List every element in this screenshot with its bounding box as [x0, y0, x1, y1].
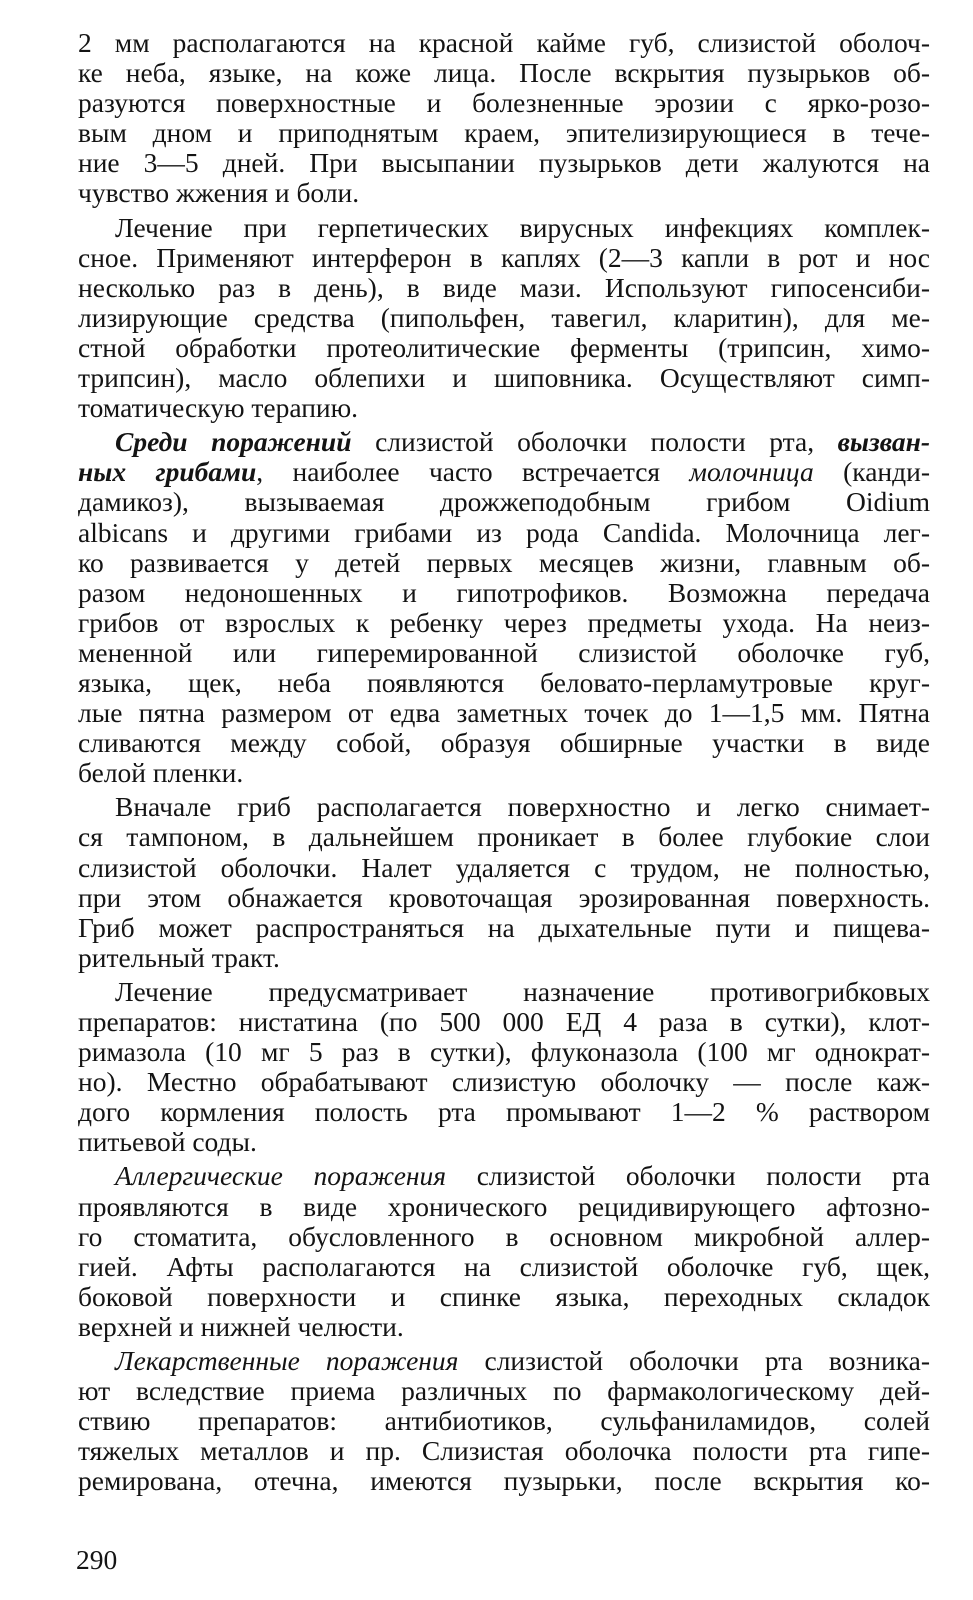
paragraph	[78, 427, 930, 788]
text-line	[78, 977, 930, 1007]
text-run: несколько раз в день), в виде мази. Используют гипосенсиби-	[78, 272, 930, 303]
emphasized-term: Лекарственные поражения	[115, 1346, 459, 1377]
text-run: языка, щек, неба появляются беловато-перламутровые круг-	[78, 667, 930, 698]
text-line	[78, 333, 930, 363]
text-line	[78, 1067, 930, 1097]
text-line	[78, 1346, 930, 1376]
text-line	[78, 58, 930, 88]
text-line	[78, 243, 930, 273]
emphasized-term: Среди поражений	[115, 427, 352, 458]
text-run: (канди-	[813, 457, 930, 488]
document-page	[78, 28, 930, 1497]
text-line	[78, 578, 930, 608]
text-run: чувство жжения и боли.	[78, 178, 360, 209]
text-run: сное. Применяют интерферон в каплях (2—3 капли в рот и нос	[78, 242, 930, 273]
text-run: вым дном и приподнятым краем, эпителизирующиеся в тече-	[78, 118, 930, 149]
text-line	[78, 728, 930, 758]
text-run: Гриб может распространяться на дыхательные пути и пищева-	[78, 912, 930, 943]
text-run: разуются поверхностные и болезненные эрозии с ярко-розо-	[78, 88, 930, 119]
text-line	[78, 1161, 930, 1191]
text-line	[78, 883, 930, 913]
text-line	[78, 943, 930, 973]
paragraph	[78, 792, 930, 973]
text-run: рительный тракт.	[78, 942, 280, 973]
text-run: ке неба, языке, на коже лица. После вскрытия пузырьков об-	[78, 58, 930, 89]
text-line	[78, 1312, 930, 1342]
text-line	[78, 1282, 930, 1312]
text-run: трипсин), масло облепихи и шиповника. Осуществляют симп-	[78, 363, 930, 394]
text-line	[78, 1466, 930, 1496]
text-line	[78, 457, 930, 487]
text-line	[78, 393, 930, 423]
emphasized-term: ных грибами	[78, 457, 257, 488]
text-line	[78, 363, 930, 393]
text-run: гией. Афты располагаются на слизистой оболочке губ, щек,	[78, 1251, 930, 1282]
emphasized-term: Аллергические поражения	[115, 1161, 447, 1192]
text-run: Лечение предусматривает назначение противогрибковых	[115, 976, 930, 1007]
text-line	[78, 548, 930, 578]
text-run: Лечение при герпетических вирусных инфекциях комплек-	[115, 212, 930, 243]
text-line	[78, 1097, 930, 1127]
emphasized-term: вызван-	[837, 427, 930, 458]
text-line	[78, 487, 930, 517]
text-line	[78, 758, 930, 788]
text-line	[78, 1252, 930, 1282]
text-run: проявляются в виде хронического рецидивирующего афтозно-	[78, 1191, 930, 1222]
text-run: ют вследствие приема различных по фармакологическому дей-	[78, 1376, 930, 1407]
text-line	[78, 1127, 930, 1157]
text-run: дамикоз), вызываемая дрожжеподобным грибом Oidium	[78, 487, 930, 518]
text-run: ствию препаратов: антибиотиков, сульфаниламидов, солей	[78, 1406, 930, 1437]
text-line	[78, 913, 930, 943]
text-run: грибов от взрослых к ребенку через предметы ухода. На неиз-	[78, 607, 930, 638]
text-run: Вначале гриб располагается поверхностно и легко снимает-	[115, 792, 930, 823]
text-line	[78, 518, 930, 548]
text-line	[78, 792, 930, 822]
paragraph	[78, 213, 930, 424]
text-run: слизистой оболочки полости рта	[446, 1161, 930, 1192]
text-line	[78, 638, 930, 668]
text-run: мененной или гиперемированной слизистой оболочке губ,	[78, 637, 930, 668]
text-line	[78, 118, 930, 148]
text-line	[78, 1222, 930, 1252]
text-run: 2 мм располагаются на красной кайме губ, слизистой оболоч-	[78, 28, 930, 58]
text-run: сливаются между собой, образуя обширные участки в виде	[78, 728, 930, 759]
text-run: боковой поверхности и спинке языка, переходных складок	[78, 1281, 930, 1312]
text-line	[78, 1007, 930, 1037]
text-run: , наиболее часто встречается	[256, 457, 690, 488]
paragraph	[78, 1161, 930, 1342]
text-run: тяжелых металлов и пр. Слизистая оболочка полости рта гипе-	[78, 1436, 930, 1467]
text-line	[78, 148, 930, 178]
text-line	[78, 1192, 930, 1222]
paragraph	[78, 28, 930, 209]
text-run: препаратов: нистатина (по 500 000 ЕД 4 раза в сутки), клот-	[78, 1007, 930, 1037]
text-run: ремирована, отечна, имеются пузырьки, после вскрытия ко-	[78, 1466, 930, 1497]
text-run: верхней и нижней челюсти.	[78, 1311, 404, 1342]
page-number: 290	[76, 1544, 118, 1575]
text-run: ние 3—5 дней. При высыпании пузырьков дети жалуются на	[78, 148, 930, 179]
text-line	[78, 427, 930, 457]
text-line	[78, 608, 930, 638]
text-run: стной обработки протеолитические ферменты (трипсин, химо-	[78, 332, 930, 363]
paragraph	[78, 977, 930, 1158]
text-run: лые пятна размером от едва заметных точек до 1—1,5 мм. Пятна	[78, 698, 930, 729]
text-run: томатическую терапию.	[78, 393, 359, 424]
text-line	[78, 1436, 930, 1466]
text-run: римазола (10 мг 5 раз в сутки), флуконазола (100 мг однократ-	[78, 1037, 930, 1068]
text-line	[78, 303, 930, 333]
text-line	[78, 88, 930, 118]
text-line	[78, 668, 930, 698]
text-run: го стоматита, обусловленного в основном микробной аллер-	[78, 1221, 930, 1252]
text-line	[78, 1037, 930, 1067]
text-run: слизистой оболочки полости рта,	[351, 427, 838, 458]
emphasized-term: молочница	[689, 457, 814, 488]
text-run: питьевой соды.	[78, 1127, 257, 1158]
text-line	[78, 28, 930, 58]
text-line	[78, 1376, 930, 1406]
text-line	[78, 1406, 930, 1436]
text-line	[78, 822, 930, 852]
text-run: разом недоношенных и гипотрофиков. Возможна передача	[78, 577, 930, 608]
text-run: белой пленки.	[78, 758, 244, 789]
text-run: albicans и другими грибами из рода Candida. Молочница лег-	[78, 517, 930, 548]
text-run: дого кормления полость рта промывают 1—2 % раствором	[78, 1097, 930, 1128]
text-line	[78, 213, 930, 243]
text-run: слизистой оболочки. Налет удаляется с трудом, не полностью,	[78, 852, 930, 883]
text-line	[78, 698, 930, 728]
text-line	[78, 178, 930, 208]
text-run: ся тампоном, в дальнейшем проникает в более глубокие слои	[78, 822, 930, 853]
text-run: ко развивается у детей первых месяцев жизни, главным об-	[78, 547, 930, 578]
text-line	[78, 853, 930, 883]
paragraph	[78, 1346, 930, 1496]
text-run: слизистой оболочки рта возника-	[458, 1346, 930, 1377]
text-line	[78, 273, 930, 303]
text-run: лизирующие средства (пипольфен, тавегил, кларитин), для ме-	[78, 302, 930, 333]
text-run: при этом обнажается кровоточащая эрозированная поверхность.	[78, 882, 930, 913]
text-run: но). Местно обрабатывают слизистую оболочку — после каж-	[78, 1067, 930, 1098]
